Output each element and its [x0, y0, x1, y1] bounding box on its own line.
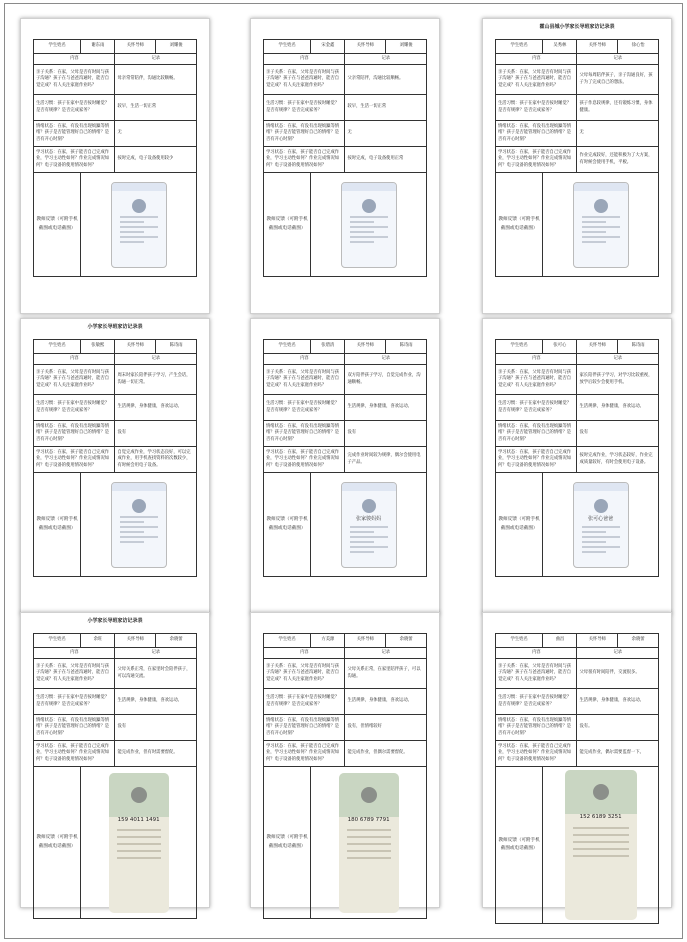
record-sheet: [250, 318, 440, 614]
screenshot-cell: [543, 173, 659, 277]
avatar: [594, 499, 608, 513]
call-detail-line: [347, 829, 391, 831]
chat-line: [582, 241, 606, 243]
answer-cell: 双方陪伴孩子学习，自觉完成作业，沟通顺畅。: [345, 365, 427, 395]
answer-cell: 较早，生活一切正常: [345, 95, 427, 121]
question-cell: 学习状态：在家，孩子能否自己完成作业，学习主动性如何？作业完成情况如何？电子设备的使用情况如何？: [34, 447, 115, 473]
chat-line: [350, 541, 374, 543]
chat-line: [120, 236, 158, 238]
question-cell: 亲子关系：在家，父母是否有时间与孩子沟通？孩子在与爸爸沟通时，能否自觉完成？有人关注家庭作业吗？: [496, 659, 577, 689]
content-header: 内容: [496, 648, 577, 659]
content-header: 内容: [264, 354, 345, 365]
answer-cell: 无: [345, 121, 427, 147]
answer-cell: 没有。: [577, 715, 659, 741]
call-detail-line: [573, 848, 629, 850]
question-cell: 生活习惯：孩子在家中是否按时睡觉？是否有规律？是否完成家务？: [264, 689, 345, 715]
student-label: 学生姓名: [34, 40, 81, 54]
question-cell: 生活习惯：孩子在家中是否按时睡觉？是否有规律？是否完成家务？: [496, 395, 577, 421]
chat-line: [120, 216, 158, 218]
chat-line: [582, 551, 606, 553]
phone-screenshot: [573, 482, 629, 568]
screenshot-cell: [81, 473, 197, 577]
teacher-feedback-label: 教师反馈（可附手机截图或电话截图）: [264, 767, 311, 919]
answer-cell: 按时完成，电子设备使用正常: [345, 147, 427, 173]
answer-cell: 没有: [345, 421, 427, 447]
question-cell: 亲子关系：在家，父母是否有时间与孩子沟通？孩子在与爸爸沟通时，能否自觉完成？有人关注家庭作业吗？: [264, 365, 345, 395]
question-cell: 亲子关系：在家，父母是否有时间与孩子沟通？孩子在与爸爸沟通时，能否自觉完成？有人关注家庭作业吗？: [496, 65, 577, 95]
question-cell: 情绪状态：在家，有没有出现烦躁等情绪？孩子是否能管理好自己的情绪？是否有开心时刻？: [496, 421, 577, 447]
call-detail-line: [573, 841, 629, 843]
avatar: [132, 499, 146, 513]
question-cell: 亲子关系：在家，父母是否有时间与孩子沟通？孩子在与爸爸沟通时，能否自觉完成？有人关注家庭作业吗？: [496, 365, 577, 395]
answer-cell: 按时完成，电子设备使用较少: [115, 147, 197, 173]
screenshot-cell: [81, 173, 197, 277]
answer-cell: 母亲常常陪伴，沟通比较顺畅。: [115, 65, 197, 95]
chat-line: [350, 531, 374, 533]
teacher-feedback-label: 教师反馈（可附手机截图或电话截图）: [264, 473, 311, 577]
record-sheet: [482, 18, 672, 314]
question-cell: 生活习惯：孩子在家中是否按时睡觉？是否有规律？是否完成家务？: [34, 689, 115, 715]
question-cell: 亲子关系：在家，父母是否有时间与孩子沟通？孩子在与爸爸沟通时，能否自觉完成？有人关注家庭作业吗？: [34, 659, 115, 689]
answer-cell: 生活规律，身体健康，喜欢运动。: [115, 395, 197, 421]
chat-line: [120, 226, 158, 228]
avatar: [594, 199, 608, 213]
content-header: 内容: [264, 54, 345, 65]
answer-cell: 没有，但情绪较好: [345, 715, 427, 741]
sheet-title: 小学家长导班家访记录表: [87, 324, 143, 330]
mentor-label: 关怀导师: [115, 40, 156, 54]
record-table: [495, 339, 659, 577]
student-name: 吴秀林: [543, 40, 577, 54]
phone-screenshot: [111, 482, 167, 568]
question-cell: 亲子关系：在家，父母是否有时间与孩子沟通？孩子在与爸爸沟通时，能否自觉完成？有人关注家庭作业吗？: [34, 365, 115, 395]
record-sheet: [250, 18, 440, 314]
chat-line: [350, 236, 388, 238]
screenshot-cell: [311, 767, 427, 919]
answer-cell: 没有: [577, 421, 659, 447]
chat-line: [120, 221, 144, 223]
question-cell: 学习状态：在家，孩子能否自己完成作业，学习主动性如何？作业完成情况如何？电子设备的使用情况如何？: [496, 147, 577, 173]
chat-line: [120, 241, 144, 243]
answer-cell: 孩子作息较规律，还有锻炼习惯，身体健康。: [577, 95, 659, 121]
phone-screenshot: [573, 182, 629, 268]
record-table: [263, 339, 427, 577]
record-sheet: [20, 318, 210, 614]
record-table: [263, 39, 427, 277]
mentor-label: 关怀导师: [345, 340, 386, 354]
call-detail-line: [117, 857, 161, 859]
chat-line: [582, 536, 620, 538]
question-cell: 亲子关系：在家，父母是否有时间与孩子沟通？孩子在与爸爸沟通时，能否自觉完成？有人关注家庭作业吗？: [264, 659, 345, 689]
content-header: 内容: [264, 648, 345, 659]
student-name: 谢东雨: [81, 40, 115, 54]
mentor-name: 徐心怡: [618, 40, 659, 54]
question-cell: 情绪状态：在家，有没有出现烦躁等情绪？孩子是否能管理好自己的情绪？是否有开心时刻？: [264, 121, 345, 147]
phone-number: 180 6789 7791: [347, 816, 390, 823]
phone-number: 152 6189 3251: [579, 814, 622, 820]
teacher-feedback-label: 教师反馈（可附手机截图或电话截图）: [496, 473, 543, 577]
chat-line: [350, 526, 388, 528]
phone-screenshot: [341, 182, 397, 268]
screenshot-cell: [311, 473, 427, 577]
status-bar: [342, 483, 396, 491]
student-label: 学生姓名: [264, 634, 311, 648]
answer-cell: 没有: [115, 421, 197, 447]
answer-cell: 作业完成较好，还能积极为了大方案，有时候会使用手机，平板。: [577, 147, 659, 173]
chat-line: [120, 536, 158, 538]
contact-name: 张可心爸爸: [588, 515, 614, 522]
mentor-name: 陈诗雨: [156, 340, 197, 354]
answer-cell: 父亲常陪伴，沟通比较顺畅。: [345, 65, 427, 95]
status-bar: [112, 483, 166, 491]
sheet-title: 霍山县城小学家长导班家访记录表: [539, 24, 615, 30]
answer-cell: 生活规律，身体健康，喜欢运动。: [577, 689, 659, 715]
answer-cell: 按时完成作业，学习状态较好，作业完成质量较好，有时会使用电子设备。: [577, 447, 659, 473]
chat-line: [350, 551, 374, 553]
teacher-feedback-label: 教师反馈（可附手机截图或电话截图）: [34, 767, 81, 919]
chat-line: [120, 521, 144, 523]
answer-cell: 生活规律，身体健康，喜欢运动。: [345, 395, 427, 421]
record-header: 记录: [577, 54, 659, 65]
question-cell: 学习状态：在家，孩子能否自己完成作业，学习主动性如何？作业完成情况如何？电子设备的使用情况如何？: [496, 741, 577, 767]
call-detail-line: [347, 843, 391, 845]
mentor-name: 陈诗雨: [618, 340, 659, 354]
record-header: 记录: [115, 354, 197, 365]
mentor-label: 关怀导师: [115, 634, 156, 648]
student-name: 方美源: [311, 634, 345, 648]
status-bar: [112, 183, 166, 191]
status-bar: [342, 183, 396, 191]
question-cell: 学习状态：在家，孩子能否自己完成作业，学习主动性如何？作业完成情况如何？电子设备的使用情况如何？: [264, 447, 345, 473]
phone-screenshot: [341, 482, 397, 568]
call-screenshot: [339, 773, 399, 913]
answer-cell: 生活规律，身体健康，喜欢运动。: [577, 395, 659, 421]
answer-cell: 无: [577, 121, 659, 147]
answer-cell: 自觉完成作业，学习状态良好，可以完成作业，用手机查找资料的次数较少，有时候会用电子设备。: [115, 447, 197, 473]
avatar: [593, 784, 609, 800]
mentor-label: 关怀导师: [577, 40, 618, 54]
record-table: [33, 39, 197, 277]
screenshot-cell: [81, 767, 197, 919]
chat-line: [350, 221, 374, 223]
call-detail-line: [117, 843, 161, 845]
call-detail-line: [573, 827, 629, 829]
answer-cell: 没有: [115, 715, 197, 741]
mentor-name: 刘耀俊: [386, 40, 427, 54]
chat-line: [582, 541, 606, 543]
student-label: 学生姓名: [496, 40, 543, 54]
avatar: [361, 787, 377, 803]
student-name: 张碧清: [311, 340, 345, 354]
call-detail-line: [117, 836, 161, 838]
question-cell: 情绪状态：在家，有没有出现烦躁等情绪？孩子是否能管理好自己的情绪？是否有开心时刻？: [264, 421, 345, 447]
mentor-label: 关怀导师: [345, 40, 386, 54]
record-header: 记录: [345, 354, 427, 365]
mentor-label: 关怀导师: [345, 634, 386, 648]
answer-cell: 能完成作业，但偶尔需要督促。: [345, 741, 427, 767]
record-header: 记录: [577, 648, 659, 659]
record-table: [263, 633, 427, 919]
student-name: 张敏熙: [81, 340, 115, 354]
question-cell: 学习状态：在家，孩子能否自己完成作业，学习主动性如何？作业完成情况如何？电子设备的使用情况如何？: [34, 147, 115, 173]
chat-line: [582, 221, 606, 223]
avatar: [131, 787, 147, 803]
answer-cell: 家长陪伴孩子学习，对学习比较重视，放学后较少会使用手机。: [577, 365, 659, 395]
answer-cell: 能完成作业，偶尔需要监督一下。: [577, 741, 659, 767]
answer-cell: 无: [115, 121, 197, 147]
screenshot-cell: [543, 473, 659, 577]
avatar: [362, 199, 376, 213]
call-detail-line: [347, 857, 391, 859]
teacher-feedback-label: 教师反馈（可附手机截图或电话截图）: [496, 767, 543, 924]
teacher-feedback-label: 教师反馈（可附手机截图或电话截图）: [34, 473, 81, 577]
question-cell: 情绪状态：在家，有没有出现烦躁等情绪？孩子是否能管理好自己的情绪？是否有开心时刻？: [34, 121, 115, 147]
question-cell: 学习状态：在家，孩子能否自己完成作业，学习主动性如何？作业完成情况如何？电子设备的使用情况如何？: [264, 741, 345, 767]
call-screenshot: [565, 770, 637, 920]
question-cell: 情绪状态：在家，有没有出现烦躁等情绪？孩子是否能管理好自己的情绪？是否有开心时刻？: [34, 715, 115, 741]
record-table: [495, 39, 659, 277]
student-label: 学生姓名: [264, 40, 311, 54]
record-sheet: [20, 612, 210, 908]
record-table: [495, 633, 659, 924]
answer-cell: 完成作业时间较为规律，偶尔会使用电子产品。: [345, 447, 427, 473]
student-label: 学生姓名: [496, 634, 543, 648]
mentor-name: 余晓蕾: [618, 634, 659, 648]
question-cell: 亲子关系：在家，父母是否有时间与孩子沟通？孩子在与爸爸沟通时，能否自觉完成？有人关注家庭作业吗？: [264, 65, 345, 95]
status-bar: [574, 183, 628, 191]
teacher-feedback-label: 教师反馈（可附手机截图或电话截图）: [34, 173, 81, 277]
call-screenshot: [109, 773, 169, 913]
call-detail-line: [117, 850, 161, 852]
answer-cell: 父母很有时间陪伴，交流很多。: [577, 659, 659, 689]
question-cell: 生活习惯：孩子在家中是否按时睡觉？是否有规律？是否完成家务？: [496, 689, 577, 715]
call-detail-line: [347, 850, 391, 852]
chat-line: [582, 546, 620, 548]
chat-line: [350, 226, 388, 228]
chat-line: [582, 216, 620, 218]
record-sheet: [482, 612, 672, 908]
question-cell: 学习状态：在家，孩子能否自己完成作业，学习主动性如何？作业完成情况如何？电子设备的使用情况如何？: [264, 147, 345, 173]
record-header: 记录: [345, 54, 427, 65]
record-header: 记录: [577, 354, 659, 365]
record-header: 记录: [115, 54, 197, 65]
record-table: [33, 633, 197, 919]
answer-cell: 父母每周陪伴孩子，亲子沟通良好，孩子为了完成自己的想法。: [577, 65, 659, 95]
question-cell: 学习状态：在家，孩子能否自己完成作业，学习主动性如何？作业完成情况如何？电子设备的使用情况如何？: [496, 447, 577, 473]
question-cell: 情绪状态：在家，有没有出现烦躁等情绪？孩子是否能管理好自己的情绪？是否有开心时刻？: [34, 421, 115, 447]
phone-screenshot: [111, 182, 167, 268]
call-detail-line: [117, 829, 161, 831]
chat-line: [120, 231, 144, 233]
student-name: 张可心: [543, 340, 577, 354]
chat-line: [582, 531, 606, 533]
phone-number: 159 4011 1491: [117, 816, 160, 823]
content-header: 内容: [34, 354, 115, 365]
mentor-label: 关怀导师: [577, 634, 618, 648]
question-cell: 情绪状态：在家，有没有出现烦躁等情绪？孩子是否能管理好自己的情绪？是否有开心时刻？: [496, 121, 577, 147]
contact-name: 张家骏妈妈: [356, 515, 382, 522]
answer-cell: 周末时家长陪伴孩子学习，产生会话，沟通一切正常。: [115, 365, 197, 395]
question-cell: 情绪状态：在家，有没有出现烦躁等情绪？孩子是否能管理好自己的情绪？是否有开心时刻？: [264, 715, 345, 741]
student-name: 曲昌: [543, 634, 577, 648]
avatar: [362, 499, 376, 513]
chat-line: [582, 231, 606, 233]
chat-line: [350, 546, 388, 548]
chat-line: [582, 226, 620, 228]
mentor-label: 关怀导师: [115, 340, 156, 354]
student-name: 余旺: [81, 634, 115, 648]
question-cell: 生活习惯：孩子在家中是否按时睡觉？是否有规律？是否完成家务？: [264, 395, 345, 421]
chat-line: [350, 241, 374, 243]
record-header: 记录: [115, 648, 197, 659]
chat-line: [350, 536, 388, 538]
call-detail-line: [573, 855, 629, 857]
chat-line: [582, 236, 620, 238]
student-name: 宋金鑫: [311, 40, 345, 54]
question-cell: 情绪状态：在家，有没有出现烦躁等情绪？孩子是否能管理好自己的情绪？是否有开心时刻？: [496, 715, 577, 741]
question-cell: 生活习惯：孩子在家中是否按时睡觉？是否有规律？是否完成家务？: [34, 95, 115, 121]
status-bar: [574, 483, 628, 491]
chat-line: [350, 231, 374, 233]
avatar: [132, 199, 146, 213]
teacher-feedback-label: 教师反馈（可附手机截图或电话截图）: [496, 173, 543, 277]
chat-line: [582, 526, 620, 528]
screenshot-cell: [311, 173, 427, 277]
sheet-title: 小学家长导班家访记录表: [87, 618, 143, 624]
record-sheet: [482, 318, 672, 614]
record-sheet: [20, 18, 210, 314]
question-cell: 学习状态：在家，孩子能否自己完成作业，学习主动性如何？作业完成情况如何？电子设备的使用情况如何？: [34, 741, 115, 767]
chat-line: [350, 216, 388, 218]
question-cell: 生活习惯：孩子在家中是否按时睡觉？是否有规律？是否完成家务？: [34, 395, 115, 421]
chat-line: [120, 531, 144, 533]
mentor-name: 余晓蕾: [386, 634, 427, 648]
chat-line: [120, 526, 158, 528]
question-cell: 亲子关系：在家，父母是否有时间与孩子沟通？孩子在与爸爸沟通时，能否自觉完成？有人关注家庭作业吗？: [34, 65, 115, 95]
record-sheet: [250, 612, 440, 908]
chat-line: [120, 541, 144, 543]
answer-cell: 生活规律，身体健康，喜欢运动。: [115, 689, 197, 715]
mentor-name: 刘耀俊: [156, 40, 197, 54]
student-label: 学生姓名: [34, 634, 81, 648]
answer-cell: 能完成作业，但有时需要督促。: [115, 741, 197, 767]
mentor-label: 关怀导师: [577, 340, 618, 354]
call-detail-line: [347, 836, 391, 838]
student-label: 学生姓名: [264, 340, 311, 354]
content-header: 内容: [496, 354, 577, 365]
mentor-name: 陈诗雨: [386, 340, 427, 354]
answer-cell: 较早，生活一切正常: [115, 95, 197, 121]
content-header: 内容: [496, 54, 577, 65]
question-cell: 生活习惯：孩子在家中是否按时睡觉？是否有规律？是否完成家务？: [264, 95, 345, 121]
screenshot-cell: [543, 767, 659, 924]
answer-cell: 父母关系正常，在家里时会陪伴孩子，可以沟通交流。: [115, 659, 197, 689]
answer-cell: 生活规律，身体健康，喜欢运动。: [345, 689, 427, 715]
content-header: 内容: [34, 54, 115, 65]
mentor-name: 余晓蕾: [156, 634, 197, 648]
call-detail-line: [573, 834, 629, 836]
student-label: 学生姓名: [496, 340, 543, 354]
question-cell: 生活习惯：孩子在家中是否按时睡觉？是否有规律？是否完成家务？: [496, 95, 577, 121]
chat-line: [120, 516, 158, 518]
answer-cell: 父母关系正常，在家里陪伴孩子，可以沟通。: [345, 659, 427, 689]
student-label: 学生姓名: [34, 340, 81, 354]
content-header: 内容: [34, 648, 115, 659]
teacher-feedback-label: 教师反馈（可附手机截图或电话截图）: [264, 173, 311, 277]
record-header: 记录: [345, 648, 427, 659]
record-table: [33, 339, 197, 577]
